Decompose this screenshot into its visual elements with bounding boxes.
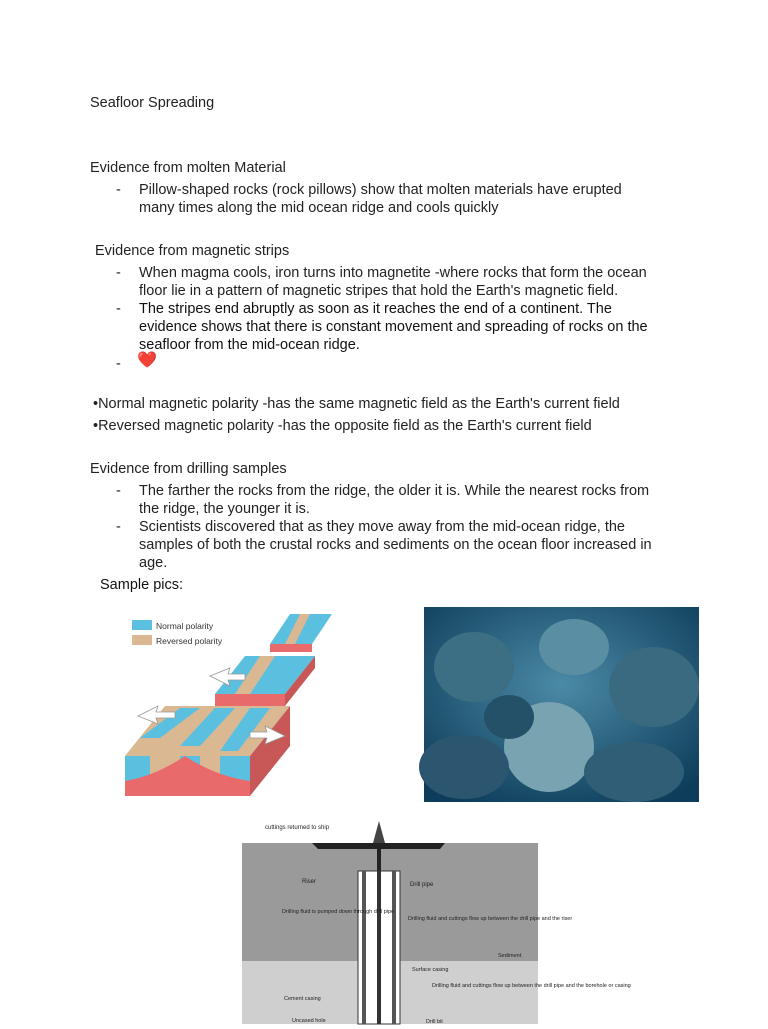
label-drill-fluid-right: Drilling fluid and cuttings flow up between the drill pipe and the riser — [408, 916, 573, 922]
sample-pics-label: Sample pics: — [100, 577, 184, 593]
bullet-drilling-2: Scientists discovered that as they move away from the mid-ocean ridge, the samples of both the crustal rocks and sediments on the ocean floor increased in age. — [139, 519, 652, 571]
legend-normal-label: Normal polarity — [156, 621, 214, 631]
label-cement-casing: Cement casing — [284, 996, 321, 1002]
drilling-diagram — [240, 815, 631, 1025]
section-heading-magnetic: Evidence from magnetic strips — [95, 243, 290, 259]
bullet-dash: - — [116, 265, 121, 281]
bullet-molten-1: Pillow-shaped rocks (rock pillows) show that molten materials have erupted many times along the mid ocean ridge and cools quickly — [139, 182, 622, 216]
normal-polarity-line: •Normal magnetic polarity -has the same magnetic field as the Earth's current field — [93, 396, 620, 412]
pillow-lava-photo — [424, 607, 699, 802]
section-heading-molten: Evidence from molten Material — [90, 160, 286, 176]
bullet-magnetic-1: When magma cools, iron turns into magnetite -where rocks that form the ocean floor lie in a pattern of magnetic stripes that hold the Earth's magnetic field. — [139, 265, 647, 299]
bullet-dash: - — [116, 483, 121, 499]
label-drill-bit: Drill bit — [426, 1019, 443, 1025]
label-sediment: Sediment — [498, 953, 522, 959]
bullet-magnetic-2: The stripes end abruptly as soon as it reaches the end of a continent. The evidence shows that there is constant movement and spreading of rocks on the seafloor from the mid-ocean ridge. — [139, 301, 648, 353]
label-drill-fluid-left: Drilling fluid is pumped down through drill pipe — [282, 909, 395, 915]
bullet-dash: - — [116, 182, 121, 198]
label-cuttings: cuttings returned to ship — [265, 825, 330, 831]
bullet-dash: - — [116, 301, 121, 317]
heart-emoji: ❤️ — [137, 352, 157, 369]
label-drill-pipe: Drill pipe — [410, 882, 434, 888]
reversed-polarity-line: •Reversed magnetic polarity -has the opposite field as the Earth's current field — [93, 418, 592, 434]
bullet-drilling-1: The farther the rocks from the ridge, the older it is. While the nearest rocks from the ridge, the younger it is. — [139, 483, 650, 517]
legend-normal-swatch — [132, 620, 152, 630]
label-drill-fluid-lower: Drilling fluid and cuttings flow up between the drill pipe and the borehole or casing — [432, 983, 631, 989]
label-surface-casing: Surface casing — [412, 967, 449, 973]
bullet-dash: - — [116, 519, 121, 535]
section-heading-drilling: Evidence from drilling samples — [90, 461, 287, 477]
bullet-dash: - — [116, 356, 121, 372]
magnetic-stripes-figure — [120, 606, 338, 802]
page-title: Seafloor Spreading — [90, 95, 215, 111]
label-riser: Riser — [302, 879, 317, 885]
label-uncased-hole: Uncased hole — [292, 1018, 326, 1024]
legend-reversed-swatch — [132, 635, 152, 645]
legend-reversed-label: Reversed polarity — [156, 636, 223, 646]
